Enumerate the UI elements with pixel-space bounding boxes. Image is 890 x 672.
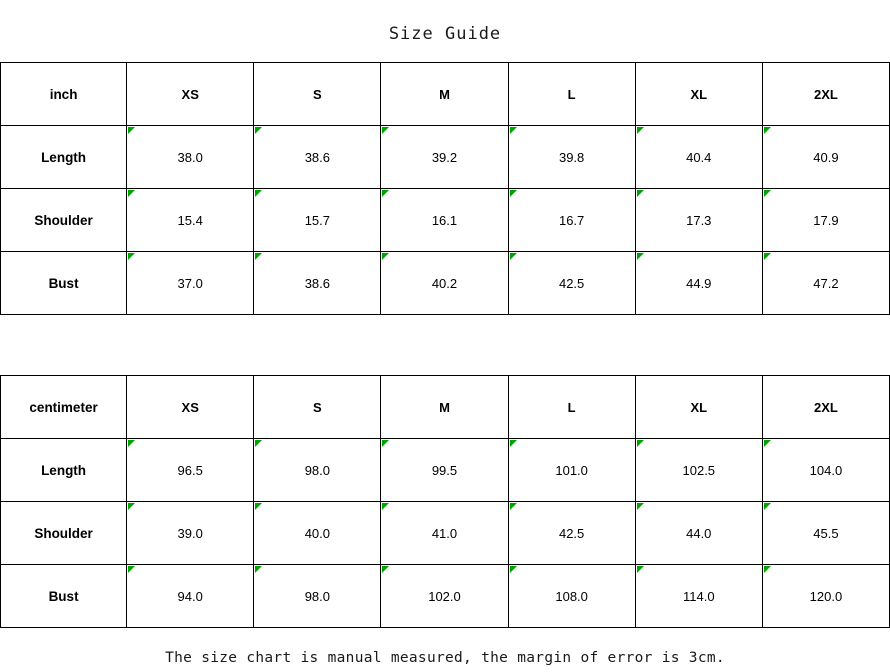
row-label-shoulder: Shoulder — [1, 502, 127, 565]
cell-shoulder-l: 16.7 — [508, 189, 635, 252]
unit-label-centimeter: centimeter — [1, 376, 127, 439]
column-header-l: L — [508, 63, 635, 126]
column-header-xl: XL — [635, 376, 762, 439]
table-header-row — [1, 63, 890, 126]
table-row — [1, 565, 890, 628]
cell-bust-s: 38.6 — [254, 252, 381, 315]
cell-bust-m: 40.2 — [381, 252, 508, 315]
cell-shoulder-l: 42.5 — [508, 502, 635, 565]
column-header-xs: XS — [127, 376, 254, 439]
cell-length-xl: 102.5 — [635, 439, 762, 502]
row-label-length: Length — [1, 126, 127, 189]
cell-bust-2xl: 120.0 — [762, 565, 889, 628]
row-label-length: Length — [1, 439, 127, 502]
column-header-xl: XL — [635, 63, 762, 126]
cell-shoulder-xs: 15.4 — [127, 189, 254, 252]
column-header-l: L — [508, 376, 635, 439]
column-header-2xl: 2XL — [762, 376, 889, 439]
measurement-note: The size chart is manual measured, the margin of error is 3cm. — [165, 650, 725, 666]
cell-bust-xl: 114.0 — [635, 565, 762, 628]
table-header-row — [1, 376, 890, 439]
cell-length-s: 98.0 — [254, 439, 381, 502]
cell-length-2xl: 40.9 — [762, 126, 889, 189]
cell-bust-l: 108.0 — [508, 565, 635, 628]
table-row — [1, 252, 890, 315]
cell-shoulder-s: 15.7 — [254, 189, 381, 252]
cell-shoulder-xl: 44.0 — [635, 502, 762, 565]
column-header-2xl: 2XL — [762, 63, 889, 126]
cell-length-l: 39.8 — [508, 126, 635, 189]
cell-shoulder-xs: 39.0 — [127, 502, 254, 565]
cell-bust-2xl: 47.2 — [762, 252, 889, 315]
table-row — [1, 439, 890, 502]
cell-length-m: 39.2 — [381, 126, 508, 189]
page-title: Size Guide — [388, 24, 502, 44]
cell-bust-xs: 37.0 — [127, 252, 254, 315]
cell-shoulder-m: 41.0 — [381, 502, 508, 565]
row-label-shoulder: Shoulder — [1, 189, 127, 252]
cell-length-s: 38.6 — [254, 126, 381, 189]
table-row — [1, 126, 890, 189]
column-header-s: S — [254, 63, 381, 126]
column-header-m: M — [381, 63, 508, 126]
table-separator — [0, 315, 890, 375]
cell-shoulder-m: 16.1 — [381, 189, 508, 252]
cell-shoulder-2xl: 17.9 — [762, 189, 889, 252]
cell-shoulder-2xl: 45.5 — [762, 502, 889, 565]
column-header-xs: XS — [127, 63, 254, 126]
row-label-bust: Bust — [1, 252, 127, 315]
cell-length-l: 101.0 — [508, 439, 635, 502]
cell-length-2xl: 104.0 — [762, 439, 889, 502]
column-header-s: S — [254, 376, 381, 439]
cell-length-xs: 96.5 — [127, 439, 254, 502]
table-row — [1, 502, 890, 565]
column-header-m: M — [381, 376, 508, 439]
row-label-bust: Bust — [1, 565, 127, 628]
table-row — [1, 189, 890, 252]
cell-bust-xl: 44.9 — [635, 252, 762, 315]
size-table-centimeter — [0, 375, 890, 628]
cell-length-xl: 40.4 — [635, 126, 762, 189]
cell-bust-m: 102.0 — [381, 565, 508, 628]
cell-bust-xs: 94.0 — [127, 565, 254, 628]
unit-label-inch: inch — [1, 63, 127, 126]
size-table-inch — [0, 62, 890, 315]
cell-shoulder-s: 40.0 — [254, 502, 381, 565]
cell-bust-s: 98.0 — [254, 565, 381, 628]
cell-length-xs: 38.0 — [127, 126, 254, 189]
cell-shoulder-xl: 17.3 — [635, 189, 762, 252]
cell-length-m: 99.5 — [381, 439, 508, 502]
cell-bust-l: 42.5 — [508, 252, 635, 315]
